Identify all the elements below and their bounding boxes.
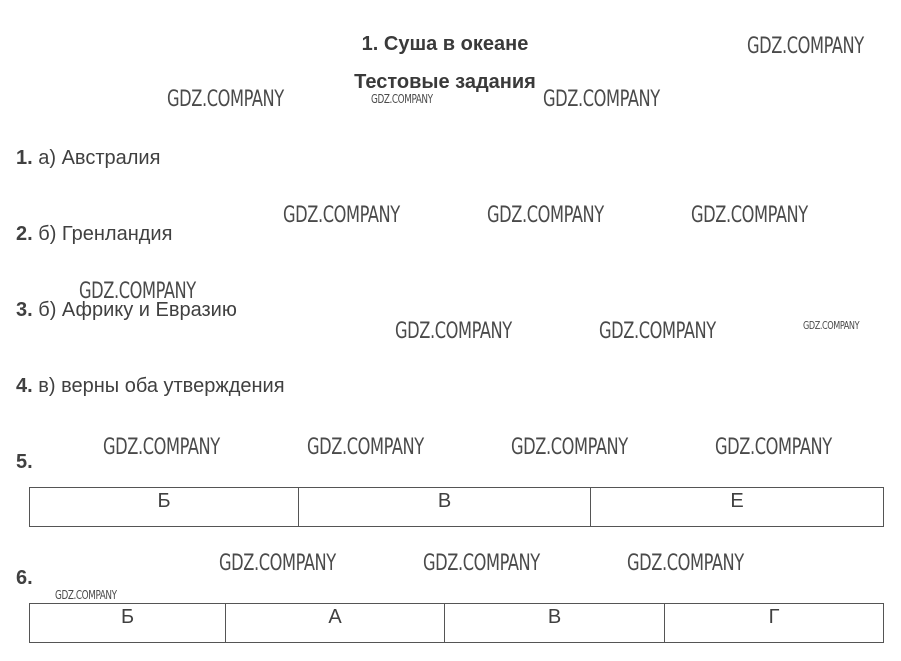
watermark: GDZ.COMPANY xyxy=(715,435,832,460)
watermark: GDZ.COMPANY xyxy=(423,551,540,576)
page-title: 1. Суша в океане xyxy=(361,33,529,55)
watermark: GDZ.COMPANY xyxy=(103,435,220,460)
answer-number: 1. xyxy=(16,147,33,169)
watermark: GDZ.COMPANY xyxy=(167,87,284,112)
answer-number: 4. xyxy=(16,375,33,397)
answer-2 xyxy=(16,223,172,246)
table-cell: Б xyxy=(30,604,226,643)
answer-6 xyxy=(16,567,33,590)
watermark: GDZ.COMPANY xyxy=(627,551,744,576)
watermark: GDZ.COMPANY xyxy=(543,87,660,112)
watermark: GDZ.COMPANY xyxy=(283,203,400,228)
watermark: GDZ.COMPANY xyxy=(307,435,424,460)
answer-text: б) Африку и Евразию xyxy=(38,299,237,321)
answer-5 xyxy=(16,451,33,474)
table-cell: А xyxy=(226,604,445,643)
page-subtitle: Тестовые задания xyxy=(354,71,536,93)
watermark: GDZ.COMPANY xyxy=(511,435,628,460)
watermark: GDZ.COMPANY xyxy=(395,319,512,344)
watermark: GDZ.COMPANY xyxy=(79,279,196,304)
watermark: GDZ.COMPANY xyxy=(691,203,808,228)
watermark: GDZ.COMPANY xyxy=(55,588,117,602)
watermark: GDZ.COMPANY xyxy=(487,203,604,228)
watermark: GDZ.COMPANY xyxy=(219,551,336,576)
table-cell: В xyxy=(445,604,665,643)
answer-number: 5. xyxy=(16,451,33,473)
watermark: GDZ.COMPANY xyxy=(371,92,433,106)
table-cell: В xyxy=(299,488,591,527)
answer-table-6 xyxy=(29,603,884,643)
watermark: GDZ.COMPANY xyxy=(599,319,716,344)
answer-table-5 xyxy=(29,487,884,527)
answer-text: б) Гренландия xyxy=(38,223,173,245)
answer-number: 2. xyxy=(16,223,33,245)
answer-text: а) Австралия xyxy=(38,147,161,169)
table-cell: Е xyxy=(591,488,884,527)
watermark: GDZ.COMPANY xyxy=(803,319,860,332)
answer-1 xyxy=(16,147,160,170)
answer-number: 3. xyxy=(16,299,33,321)
table-cell: Г xyxy=(665,604,884,643)
answer-number: 6. xyxy=(16,567,33,589)
answer-4 xyxy=(16,375,285,398)
table-cell: Б xyxy=(30,488,299,527)
answer-text: в) верны оба утверждения xyxy=(38,375,285,397)
watermark: GDZ.COMPANY xyxy=(747,34,864,59)
